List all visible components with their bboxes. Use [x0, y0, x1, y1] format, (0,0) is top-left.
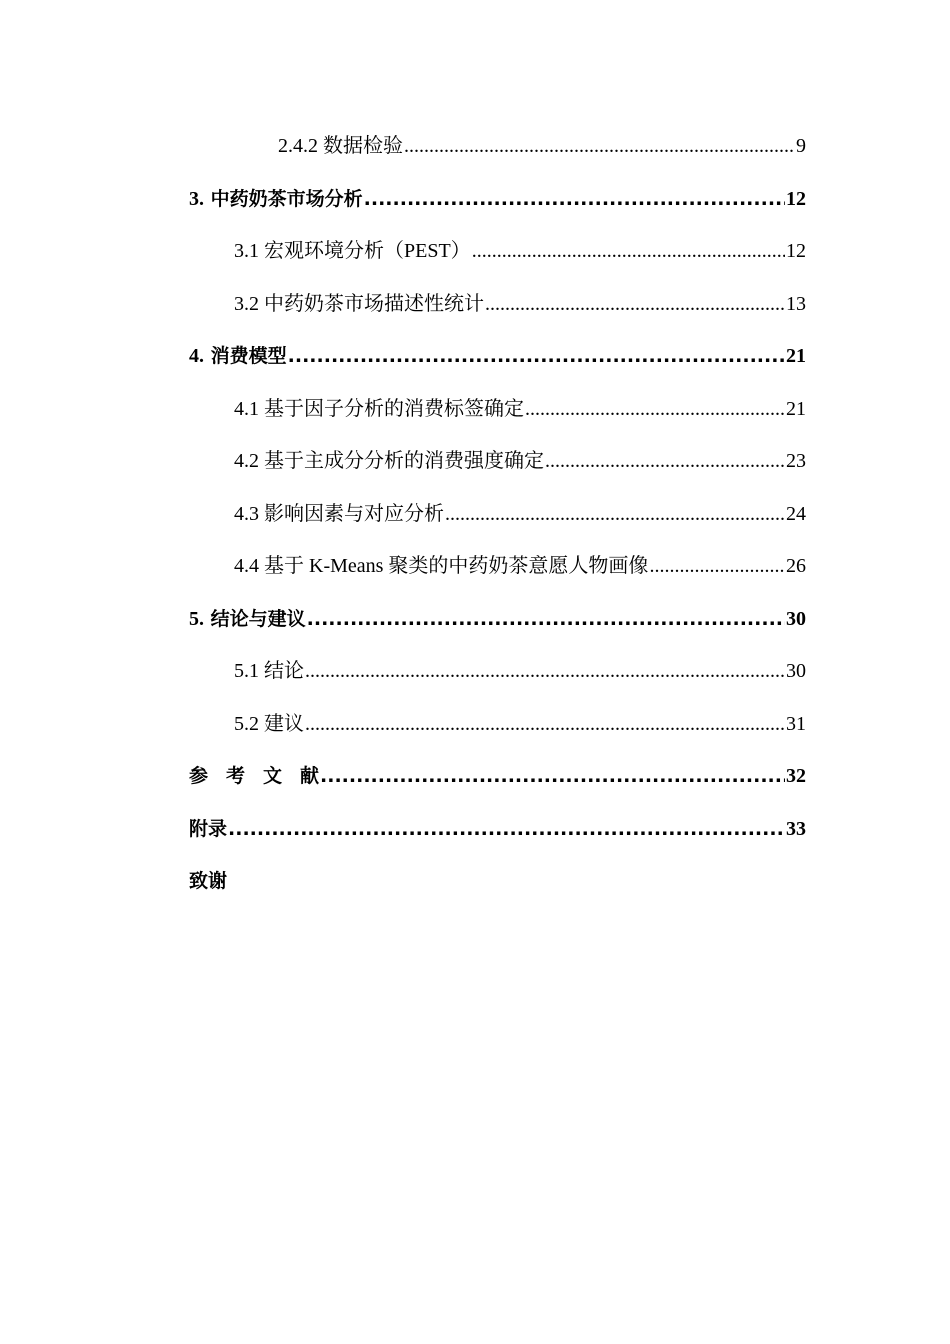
toc-dot-leader	[320, 758, 785, 794]
toc-entry-title	[234, 653, 304, 689]
toc-entry-3[interactable]	[189, 181, 806, 234]
toc-entry-title	[189, 601, 306, 637]
toc-dot-leader	[525, 391, 785, 427]
toc-entry-label: 结论与建议	[210, 607, 306, 630]
toc-entry-4-2[interactable]	[189, 443, 806, 496]
toc-dot-leader	[472, 233, 785, 269]
toc-entry-label: 建议	[264, 712, 304, 735]
toc-dot-leader	[445, 496, 785, 532]
toc-page-number: 21	[786, 345, 806, 367]
toc-entry-5[interactable]	[189, 601, 806, 654]
toc-dot-leader	[404, 128, 795, 164]
toc-entry-4-1[interactable]	[189, 391, 806, 444]
toc-entry-3-2[interactable]	[189, 286, 806, 339]
toc-entry-appendix[interactable]	[189, 811, 806, 864]
toc-dot-leader	[649, 548, 785, 584]
toc-dot-leader	[228, 811, 785, 847]
toc-entry-label: 中药奶茶市场分析	[210, 187, 363, 210]
toc-entry-4[interactable]	[189, 338, 806, 391]
toc-entry-number: 4.3	[234, 502, 259, 525]
toc-dot-leader	[288, 338, 785, 374]
toc-entry-number: 5.2	[234, 712, 259, 735]
toc-entry-label: 结论	[264, 660, 304, 682]
toc-page-number: 32	[786, 765, 806, 787]
toc-entry-label: 消费模型	[210, 345, 287, 367]
toc-page-number: 31	[786, 712, 806, 735]
toc-entry-number: 5.1	[234, 660, 259, 682]
toc-dot-leader	[545, 443, 785, 479]
toc-entry-number: 2.4.2	[278, 135, 318, 157]
toc-entry-label: 中药奶茶市场描述性统计	[264, 292, 484, 315]
toc-entry-label: 基于因子分析的消费标签确定	[264, 397, 524, 420]
toc-entry-title	[234, 233, 471, 269]
toc-entry-label: 基于 K-Means 聚类的中药奶茶意愿人物画像	[264, 555, 649, 577]
table-of-contents	[189, 128, 806, 916]
toc-entry-label: 附录	[189, 817, 228, 840]
toc-entry-number: 3.1	[234, 240, 259, 262]
toc-entry-number: 3.2	[234, 292, 259, 315]
toc-entry-number: 4.2	[234, 450, 259, 472]
toc-entry-title	[234, 391, 524, 427]
toc-entry-4-4[interactable]	[189, 548, 806, 601]
toc-entry-number: 3.	[189, 187, 204, 210]
toc-page-number: 12	[786, 187, 806, 210]
toc-entry-label: 宏观环境分析（PEST）	[264, 240, 471, 262]
toc-page-number: 9	[796, 135, 806, 157]
toc-entry-title	[189, 181, 363, 217]
toc-entry-title	[234, 496, 444, 532]
toc-page-number: 13	[786, 292, 806, 315]
toc-entry-2-4-2[interactable]	[189, 128, 806, 181]
toc-entry-title	[278, 128, 403, 164]
toc-entry-references[interactable]	[189, 758, 806, 811]
toc-dot-leader	[364, 181, 785, 217]
toc-entry-title	[234, 286, 484, 322]
toc-entry-4-3[interactable]	[189, 496, 806, 549]
toc-entry-number: 4.4	[234, 555, 259, 577]
toc-page-number: 21	[786, 397, 806, 420]
toc-page-number: 23	[786, 450, 806, 472]
toc-dot-leader	[305, 706, 785, 742]
toc-entry-title	[234, 548, 648, 584]
toc-entry-title	[234, 706, 304, 742]
toc-entry-number: 4.1	[234, 397, 259, 420]
toc-entry-number: 5.	[189, 607, 204, 630]
toc-entry-label: 基于主成分分析的消费强度确定	[264, 450, 544, 472]
toc-page-number: 30	[786, 607, 806, 630]
toc-entry-title	[234, 443, 544, 479]
toc-entry-5-1[interactable]	[189, 653, 806, 706]
toc-page-number: 26	[786, 555, 806, 577]
toc-entry-5-2[interactable]	[189, 706, 806, 759]
toc-dot-leader	[307, 601, 785, 637]
toc-dot-leader	[305, 653, 785, 689]
toc-dot-leader	[485, 286, 785, 322]
toc-page-number: 24	[786, 502, 806, 525]
toc-page-number: 30	[786, 660, 806, 682]
toc-entry-acknowledgements[interactable]	[189, 863, 806, 916]
toc-entry-label: 致谢	[189, 870, 228, 892]
toc-entry-label: 参考文献	[189, 765, 320, 787]
toc-entry-title	[189, 338, 287, 374]
toc-entry-label: 数据检验	[323, 135, 403, 157]
toc-entry-3-1[interactable]	[189, 233, 806, 286]
toc-page-number: 33	[786, 817, 806, 840]
toc-entry-number: 4.	[189, 345, 204, 367]
toc-page-number: 12	[786, 240, 806, 262]
toc-entry-label: 影响因素与对应分析	[264, 502, 444, 525]
